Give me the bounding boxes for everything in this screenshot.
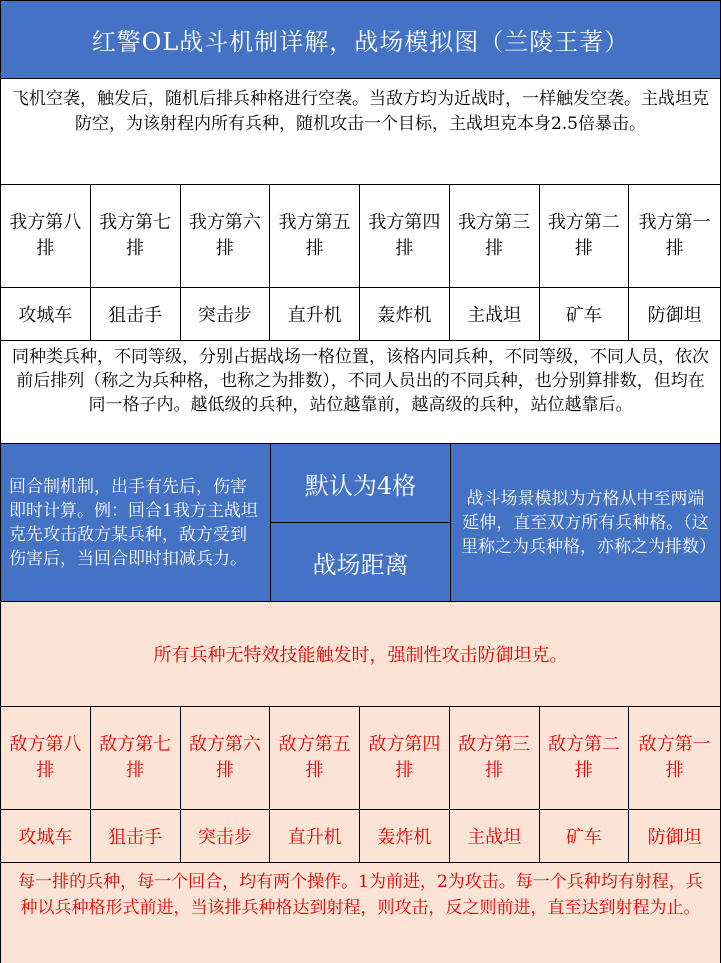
- enemy-zone: [1, 602, 720, 963]
- enemy-rank-cell: 敌方第一排: [638, 734, 711, 781]
- turn-actions-note-text: 每一排的兵种，每一个回合，均有两个操作。1为前进，2为攻击。每一个兵种均有射程，兵种以兵种格形式前进，当该排兵种格达到射程，则攻击，反之则前进，直至达到射程为止。: [18, 872, 703, 918]
- ally-unit-cell: 突击步: [181, 288, 271, 340]
- ally-rank-cell: 我方第五排: [270, 185, 360, 287]
- ally-rank-cell: 我方第二排: [540, 185, 630, 287]
- ally-unit-row: [1, 288, 720, 341]
- ally-unit-cell: 轰炸机: [360, 288, 450, 340]
- battlefield-section: [1, 444, 720, 602]
- title-row: [1, 1, 720, 79]
- enemy-rank-cell: 敌方第五排: [270, 707, 360, 809]
- ally-rank-cell: 我方第四排: [360, 185, 450, 287]
- enemy-unit-cell: 突击步: [181, 810, 271, 862]
- enemy-rank-cell: 敌方第六排: [181, 707, 271, 809]
- turn-mechanism-note: 回合制机制，出手有先后，伤害即时计算。例：回合1我方主战坦克先攻击敌方某兵种，敌方受到伤害后，当回合即时扣减兵力。: [1, 444, 271, 601]
- enemy-rank-cell: 敌方第八排: [1, 707, 91, 809]
- unit-cell-note-text: 同种类兵种，不同等级，分别占据战场一格位置，该格内同兵种，不同等级，不同人员，依次前后排列（称之为兵种格，也称之为排数），不同人员出的不同兵种，也分别算排数，但均在同一格子内。越低级的兵种，站位越靠前，越高级的兵种，站位越靠后。: [12, 347, 709, 415]
- enemy-unit-cell: 矿车: [540, 810, 630, 862]
- ally-rank-cell: 我方第六排: [181, 185, 271, 287]
- scene-simulation-note: 战斗场景模拟为方格从中至两端延伸，直至双方所有兵种格。（这里称之为兵种格，亦称之为排数）: [461, 488, 716, 557]
- ally-rank-cell: 我方第七排: [91, 185, 181, 287]
- default-cells-label: 默认为4格: [271, 444, 450, 523]
- ally-unit-cell: 狙击手: [91, 288, 181, 340]
- enemy-rank-row: [1, 707, 720, 810]
- ally-unit-cell: 攻城车: [1, 288, 91, 340]
- enemy-unit-cell: 直升机: [270, 810, 360, 862]
- enemy-unit-cell: 轰炸机: [360, 810, 450, 862]
- turn-actions-note: [1, 863, 720, 963]
- enemy-unit-cell: 防御坦: [647, 827, 702, 848]
- ally-unit-cell: 防御坦: [647, 305, 702, 326]
- ally-unit-cell: 主战坦: [450, 288, 540, 340]
- battlefield-distance-box: [271, 444, 451, 601]
- enemy-unit-row: [1, 810, 720, 863]
- ally-rank-cell: 我方第一排: [638, 212, 711, 259]
- air-raid-note: [1, 79, 720, 185]
- page-title: 红警OL战斗机制详解，战场模拟图（兰陵王著）: [91, 28, 630, 56]
- enemy-rank-cell: 敌方第二排: [540, 707, 630, 809]
- air-raid-note-text: 飞机空袭，触发后，随机后排兵种格进行空袭。当敌方均为近战时，一样触发空袭。主战坦克防空，为该射程内所有兵种，随机攻击一个目标，主战坦克本身2.5倍暴击。: [12, 89, 709, 134]
- ally-rank-cell: 我方第三排: [450, 185, 540, 287]
- enemy-unit-cell: 狙击手: [91, 810, 181, 862]
- enemy-rule-text: 所有兵种无特效技能触发时，强制性攻击防御坦克。: [153, 645, 568, 666]
- enemy-rank-cell: 敌方第七排: [91, 707, 181, 809]
- battlefield-distance-label: 战场距离: [312, 550, 409, 579]
- enemy-unit-cell: 攻城车: [1, 810, 91, 862]
- ally-rank-row: [1, 185, 720, 288]
- enemy-rank-cell: 敌方第四排: [360, 707, 450, 809]
- enemy-rule-row: [1, 602, 720, 707]
- enemy-rank-cell: 敌方第三排: [450, 707, 540, 809]
- enemy-unit-cell: 主战坦: [450, 810, 540, 862]
- ally-rank-cell: 我方第八排: [1, 185, 91, 287]
- unit-cell-note: [1, 341, 720, 444]
- ally-unit-cell: 矿车: [540, 288, 630, 340]
- ally-unit-cell: 直升机: [270, 288, 360, 340]
